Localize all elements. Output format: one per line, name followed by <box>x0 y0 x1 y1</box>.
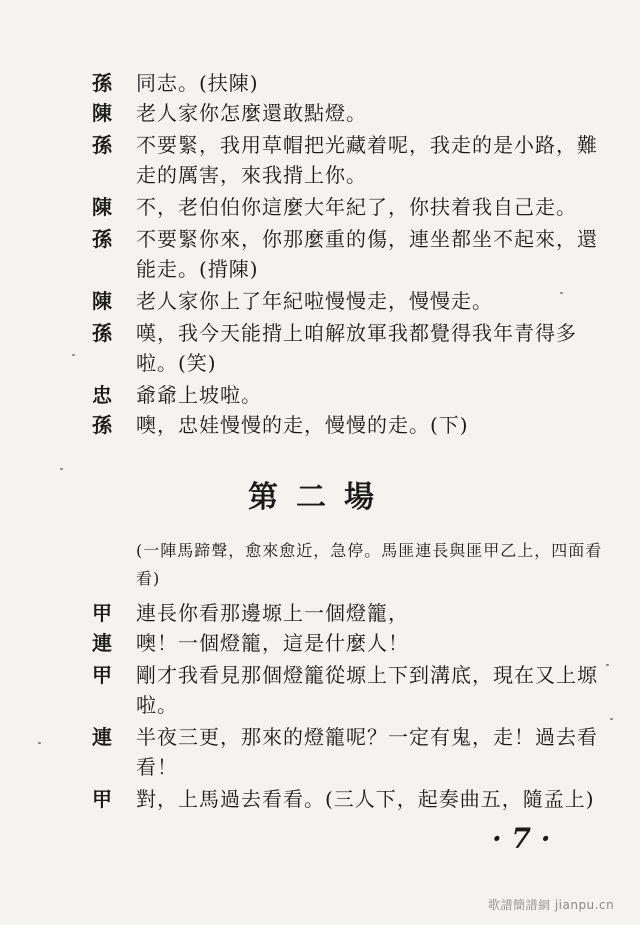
print-speck <box>72 354 75 356</box>
speaker-name: 陳 <box>92 195 113 219</box>
print-speck <box>560 292 563 294</box>
speaker-name: 陳 <box>92 101 113 125</box>
page-number: · 7 · <box>492 822 551 855</box>
scene-title: 第二場 <box>248 480 392 515</box>
speaker-name: 甲 <box>92 787 113 811</box>
dialogue-text: 爺爺上坡啦。 <box>136 383 262 407</box>
dialogue-text-continued: 啦。 <box>136 693 178 717</box>
stage-direction-continued: 看) <box>136 569 161 588</box>
speaker-name: 連 <box>92 725 113 749</box>
dialogue-text-continued: 走的厲害，來我揹上你。 <box>136 163 367 187</box>
dialogue-text: 半夜三更，那來的燈籠呢？一定有鬼，走！過去看 <box>136 725 598 749</box>
print-speck <box>606 664 609 666</box>
dialogue-text: 噢，忠娃慢慢的走，慢慢的走。(下) <box>136 413 469 437</box>
speaker-name: 孫 <box>92 133 113 157</box>
dialogue-text-continued: 看！ <box>136 755 178 779</box>
speaker-name: 孫 <box>92 321 113 345</box>
speaker-name: 忠 <box>92 383 113 407</box>
speaker-name: 孫 <box>92 227 113 251</box>
speaker-name: 孫 <box>92 71 113 95</box>
dialogue-text: 對，上馬過去看看。(三人下，起奏曲五，隨孟上) <box>136 787 595 811</box>
dialogue-text: 嘆，我今天能揹上咱解放軍我都覺得我年青得多 <box>136 321 577 345</box>
watermark: 歌譜簡譜網 jianpu.cn <box>488 898 615 912</box>
speaker-name: 連 <box>92 631 113 655</box>
dialogue-text: 噢！一個燈籠，這是什麼人！ <box>136 631 409 655</box>
stage-direction: (一陣馬蹄聲，愈來愈近，急停。馬匪連長與匪甲乙上，四面看 <box>136 541 603 560</box>
speaker-name: 甲 <box>92 601 113 625</box>
dialogue-text: 不，老伯伯你這麼大年紀了，你扶着我自己走。 <box>136 195 577 219</box>
dialogue-text-continued: 能走。(揹陳) <box>136 257 259 281</box>
dialogue-text: 老人家你怎麼還敢點燈。 <box>136 101 367 125</box>
print-speck <box>38 742 41 744</box>
dialogue-text: 連長你看那邊塬上一個燈籠， <box>136 601 409 625</box>
speaker-name: 甲 <box>92 663 113 687</box>
speaker-name: 陳 <box>92 289 113 313</box>
dialogue-text: 老人家你上了年紀啦慢慢走，慢慢走。 <box>136 289 493 313</box>
speaker-name: 孫 <box>92 413 113 437</box>
print-speck <box>60 468 63 470</box>
dialogue-text: 不要緊你來，你那麼重的傷，連坐都坐不起來，還 <box>136 227 598 251</box>
print-speck <box>610 718 613 720</box>
dialogue-text: 同志。(扶陳) <box>136 71 259 95</box>
dialogue-text-continued: 啦。(笑) <box>136 351 217 375</box>
dialogue-text: 不要緊，我用草帽把光藏着呢，我走的是小路，難 <box>136 133 598 157</box>
dialogue-text: 剛才我看見那個燈籠從塬上下到溝底，現在又上塬 <box>136 663 598 687</box>
